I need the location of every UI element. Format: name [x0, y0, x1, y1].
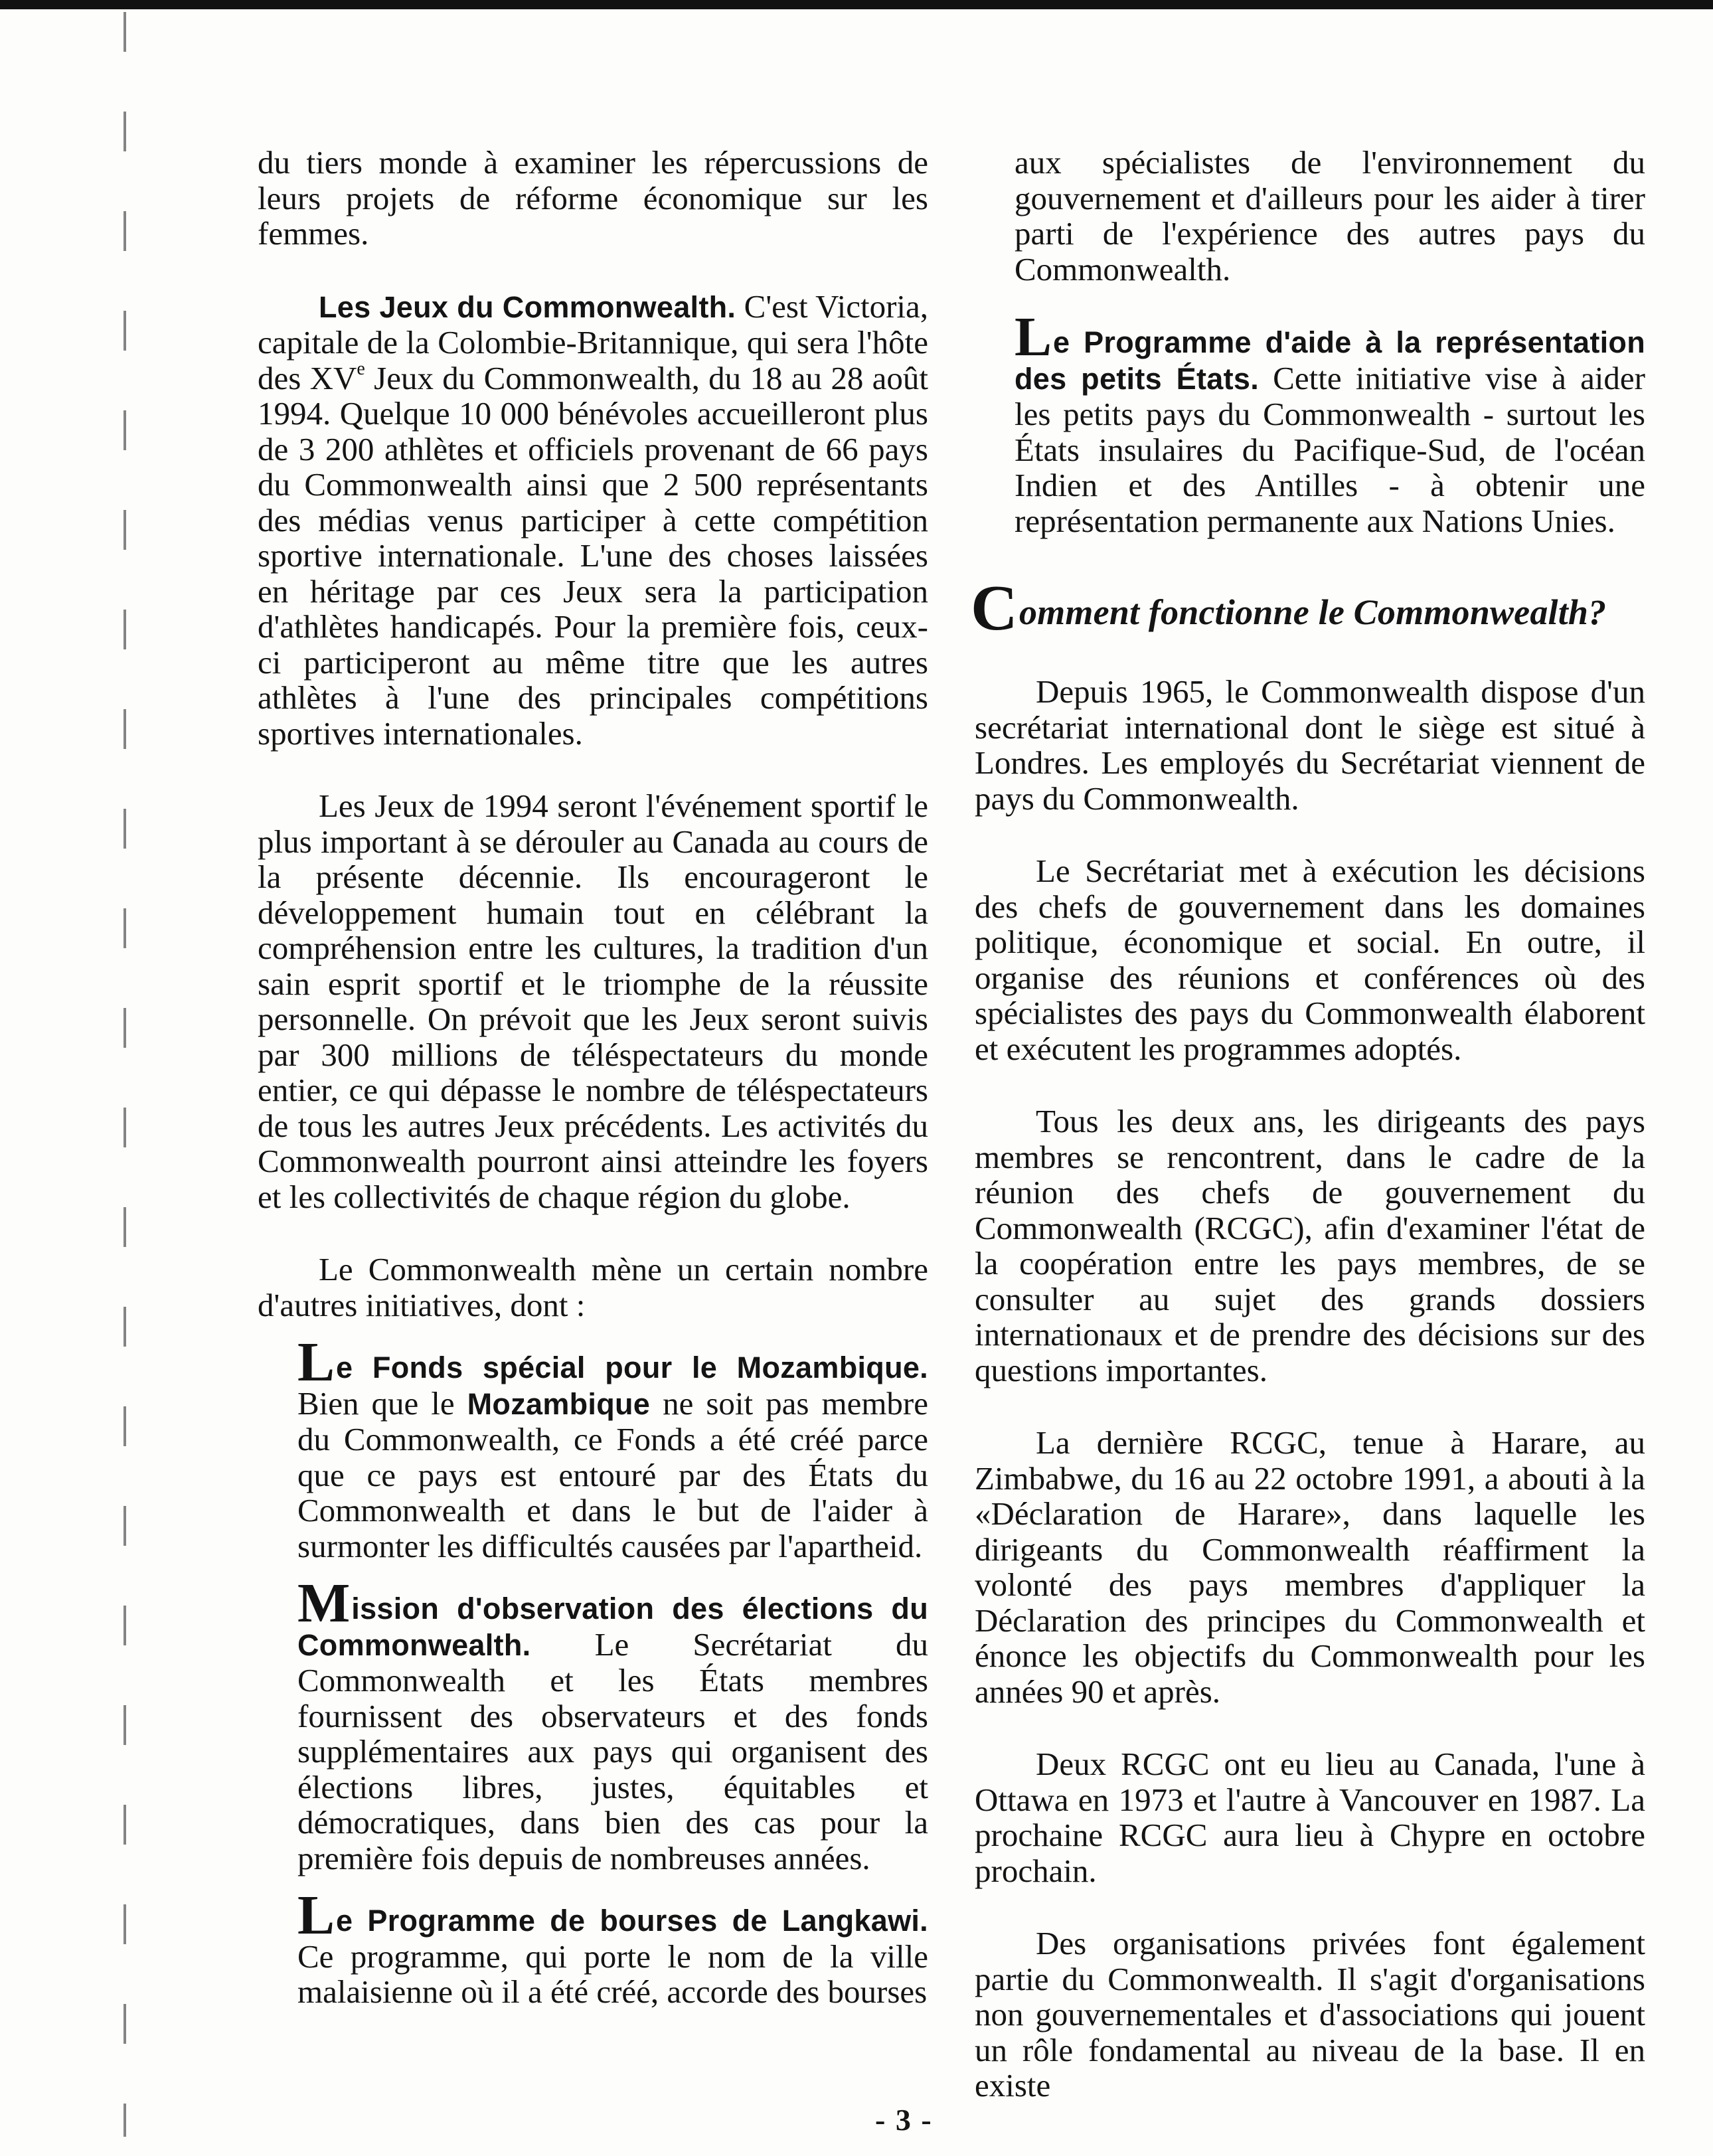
- scan-left-edge: [123, 12, 126, 2137]
- drop-cap: M: [297, 1572, 351, 1634]
- right-column: [971, 144, 1645, 2104]
- initiative-langkawi: [258, 1884, 928, 2010]
- heading-fonds: e Fonds spécial pour le Mozambique.: [336, 1351, 928, 1384]
- initiative-mission-observation: [258, 1572, 928, 1876]
- paragraph-initiatives: Le Commonwealth mène un certain nombre d'autres initiatives, dont :: [258, 1251, 928, 1323]
- heading-petits-etats: e Programme d'aide à la représentation des petits États.: [1015, 325, 1645, 396]
- text-petits-etats: Cette initiative vise à aider les petits pays du Commonwealth - surtout les États insulaires du Pacifique-Sud, de l'océan Indien et des Antilles - à obtenir une représentation permanente aux Nations Unies.: [1015, 359, 1645, 539]
- heading-jeux: Les Jeux du Commonwealth.: [319, 290, 736, 324]
- text-mission: Le Secrétariat du Commonwealth et les États membres fournissent des observateurs et des fonds supplémentaires aux pays qui organisent des élections libres, justes, équitables et démocratiques, dans bien des cas pour la première fois depuis de nombreuses années.: [297, 1625, 928, 1876]
- paragraph-organisations: Des organisations privées font également partie du Commonwealth. Il s'agit d'organisations non gouvernementales et d'associations qui jouent un rôle fondamental au niveau de la base. Il en existe: [975, 1925, 1645, 2104]
- paragraph-harare: La dernière RCGC, tenue à Harare, au Zimbabwe, du 16 au 22 octobre 1991, a abouti à la «Déclaration de Harare», dans laquelle les dirigeants du Commonwealth réaffirment la volonté des pays membres d'appliquer la Déclaration des principes du Commonwealth et énonce les objectifs du Commonwealth pour les années 90 et après.: [975, 1424, 1645, 1710]
- text-fonds-a: Bien que le: [297, 1384, 467, 1422]
- drop-cap: L: [297, 1331, 335, 1393]
- superscript-e: e: [357, 358, 365, 379]
- heading-mission: ission d'observation des élections du Commonwealth.: [297, 1592, 928, 1662]
- bold-mozambique: Mozambique: [467, 1386, 651, 1421]
- paragraph-rcgc: Tous les deux ans, les dirigeants des pays membres se rencontrent, dans le cadre de la réunion des chefs de gouvernement du Commonwealth (RCGC), afin d'examiner l'état de la coopération entre les pays membres, de se consulter au sujet des grands dossiers internationaux et de prendre des décisions sur des questions importantes.: [975, 1103, 1645, 1388]
- paragraph-execution: Le Secrétariat met à exécution les décisions des chefs de gouvernement dans les domaines politique, économique et social. En outre, il organise des réunions et conférences où des spécialistes des pays du Commonwealth élaborent et exécutent les programmes adoptés.: [975, 853, 1645, 1067]
- drop-cap: L: [297, 1884, 335, 1946]
- paragraph-jeux-commonwealth: [258, 289, 928, 752]
- text-fonds-b: ne soit pas membre du Commonwealth, ce Fonds a été créé parce que ce pays est entouré par des États du Commonwealth et dans le but de l'aider à surmonter les difficultés causées par l'apartheid.: [297, 1384, 929, 1564]
- text-langkawi: Ce programme, qui porte le nom de la ville malaisienne où il a été créé, accorde des bourses: [297, 1938, 928, 2010]
- text-jeux-b: Jeux du Commonwealth, du 18 au 28 août 1994. Quelque 10 000 bénévoles accueilleront plus de 3 200 athlètes et officiels provenant de 66 pays du Commonwealth ainsi que 2 500 représentants des médias venus participer à cette compétition sportive internationale. L'une des choses laissées en héritage par ces Jeux sera la participation d'athlètes handicapés. Pour la première fois, ceux-ci participeront au même titre que les autres athlètes à l'une des principales compétitions sportives internationales.: [258, 359, 929, 752]
- paragraph-tiers-monde: du tiers monde à examiner les répercussions de leurs projets de réforme économique sur les femmes.: [258, 144, 928, 252]
- title-initial: C: [971, 572, 1018, 644]
- left-column: [258, 145, 928, 2010]
- paragraph-canada-rcgc: Deux RCGC ont eu lieu au Canada, l'une à Ottawa en 1973 et l'autre à Vancouver en 1987. La prochaine RCGC aura lieu à Chypre en octobre prochain.: [975, 1746, 1645, 1889]
- initiative-fonds-mozambique: [258, 1331, 929, 1564]
- drop-cap: L: [1015, 306, 1052, 368]
- heading-langkawi: e Programme de bourses de Langkawi.: [336, 1904, 928, 1938]
- title-rest: omment fonctionne le Commonwealth?: [1019, 592, 1607, 632]
- initiative-petits-etats: [975, 306, 1645, 539]
- text-jeux-a: C'est Victoria, capitale de la Colombie-Britannique, qui sera l'hôte des XV: [258, 288, 928, 396]
- page-number: - 3 -: [875, 2103, 933, 2137]
- section-title: [971, 572, 1645, 644]
- paragraph-secretariat: Depuis 1965, le Commonwealth dispose d'un secrétariat international dont le siège est situé à Londres. Les employés du Secrétariat viennent de pays du Commonwealth.: [975, 673, 1645, 817]
- paragraph-specialistes: aux spécialistes de l'environnement du gouvernement et d'ailleurs pour les aider à tirer parti de l'expérience des autres pays du Commonwealth.: [1015, 144, 1645, 288]
- paragraph-jeux-1994: Les Jeux de 1994 seront l'événement sportif le plus important à se dérouler au Canada au cours de la présente décennie. Ils encourageront le développement humain tout en célébrant la compréhension entre les cultures, la tradition d'un sain esprit sportif et le triomphe de la réussite personnelle. On prévoit que les Jeux seront suivis par 300 millions de téléspectateurs du monde entier, ce qui dépasse le nombre de téléspectateurs de tous les autres Jeux précédents. Les activités du Commonwealth pourront ainsi atteindre les foyers et les collectivités de chaque région du globe.: [258, 788, 928, 1215]
- scan-top-border: [0, 0, 1713, 9]
